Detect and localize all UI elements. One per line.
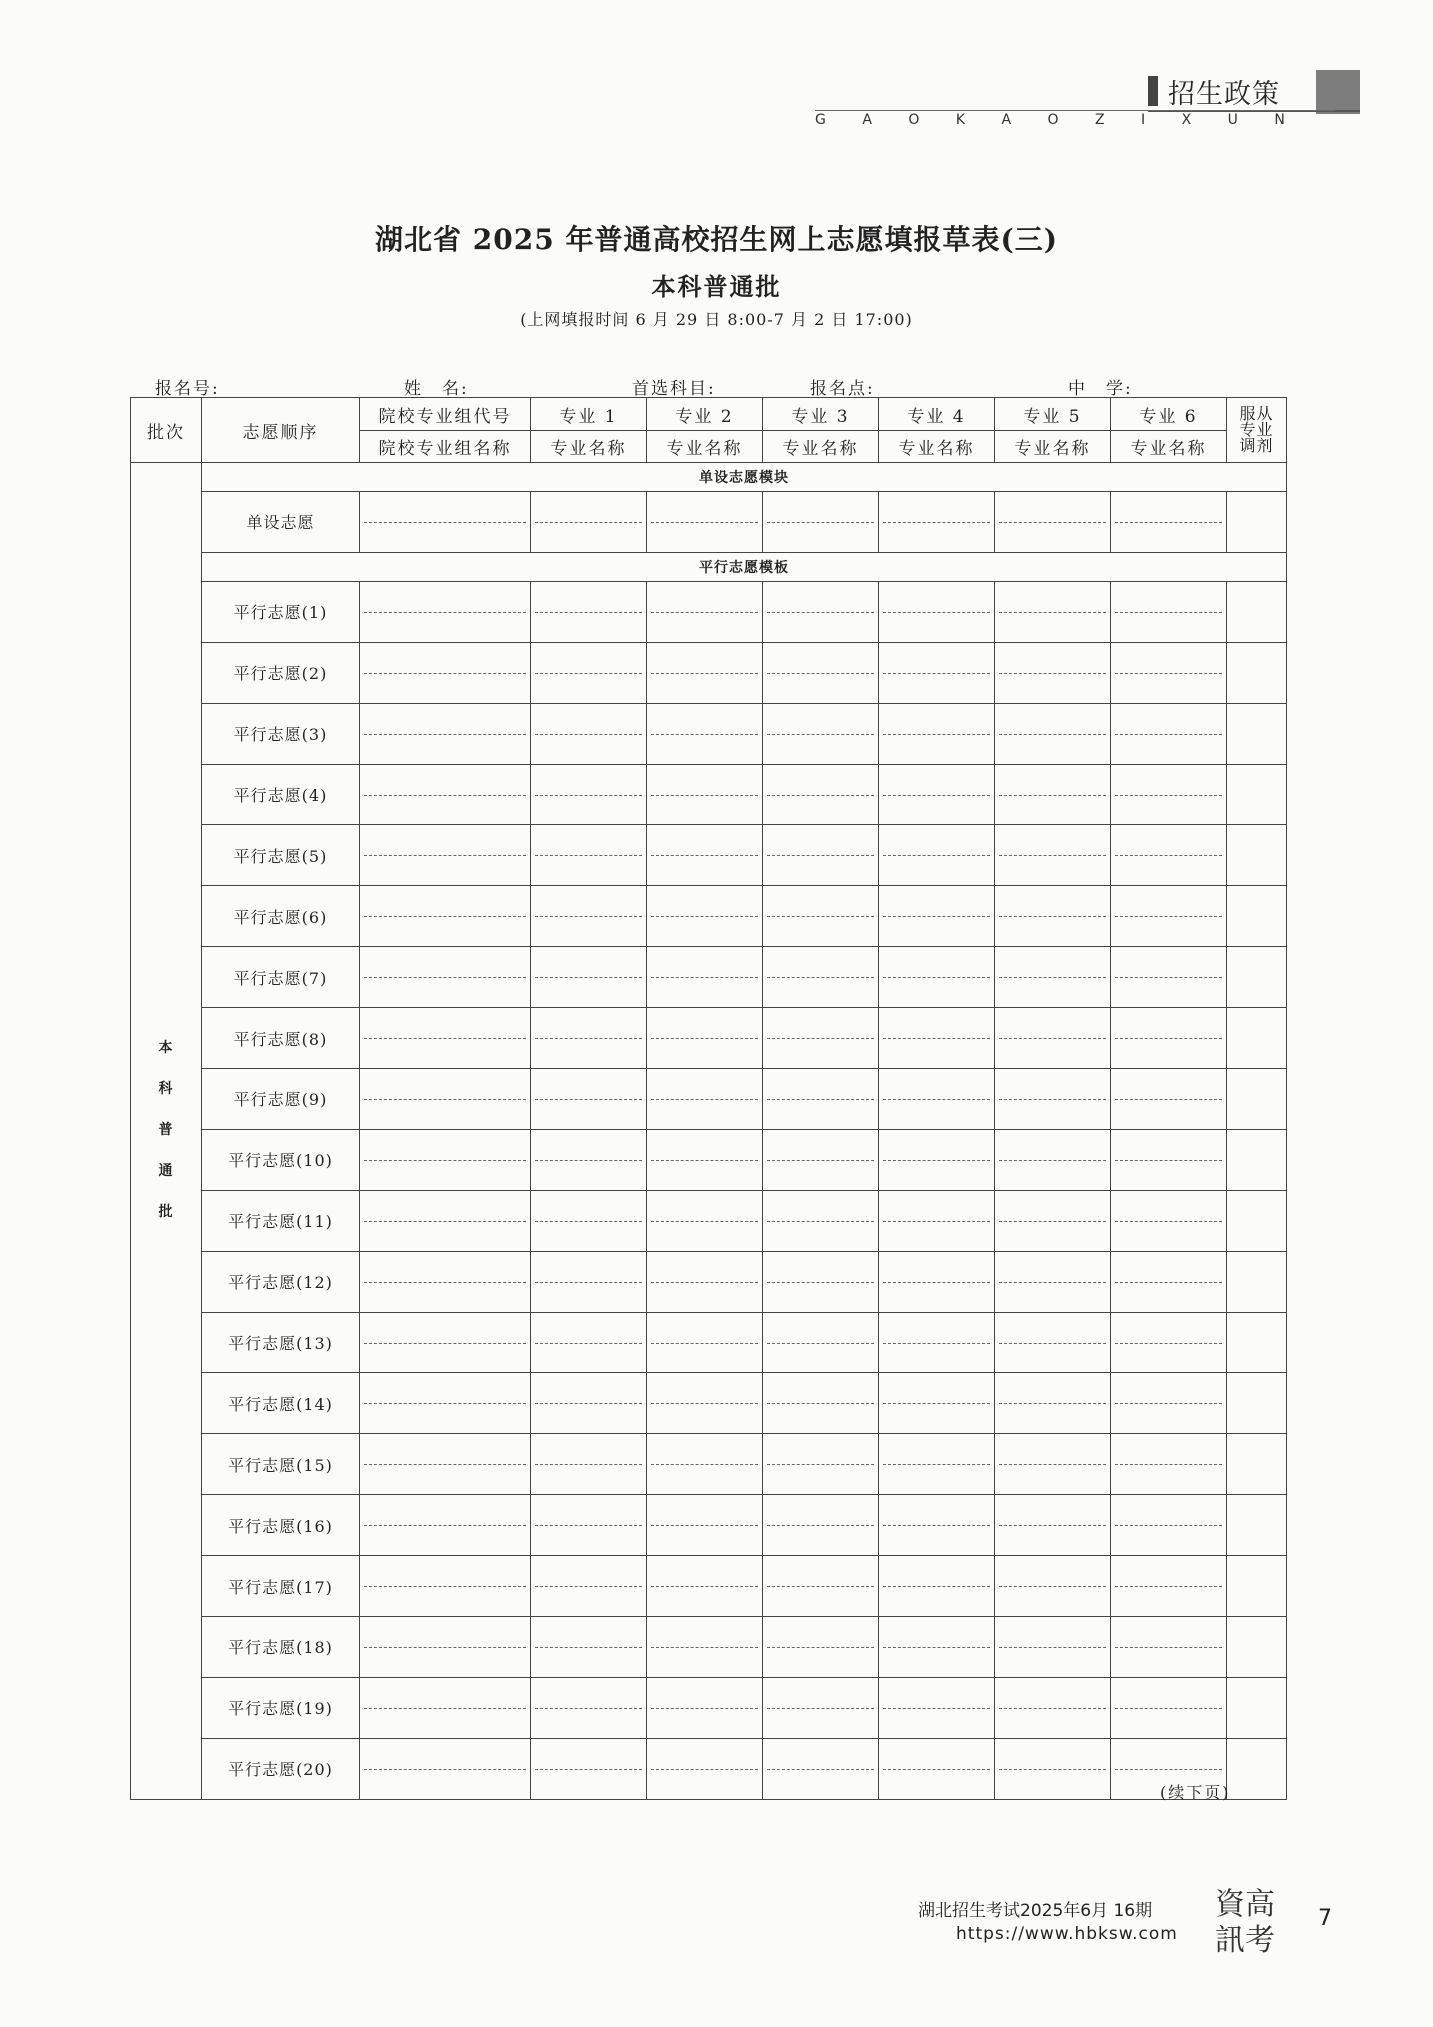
- adjust-line-2: 专业: [1239, 420, 1274, 439]
- name-label: 姓 名:: [404, 379, 469, 399]
- page-title: 湖北省 2025 年普通高校招生网上志愿填报草表(三): [375, 223, 1058, 256]
- major-3-cell[interactable]: [763, 703, 879, 764]
- major-5-cell[interactable]: [995, 825, 1111, 886]
- major-2-cell[interactable]: [647, 947, 763, 1008]
- parallel-choice-row: [131, 1190, 1287, 1251]
- adjust-cell[interactable]: [1227, 1617, 1287, 1678]
- major-1-header: 专业 1: [531, 398, 647, 431]
- major-1-cell[interactable]: [531, 1251, 647, 1312]
- row-label: 平行志愿(12): [202, 1251, 360, 1312]
- major-1-cell[interactable]: [531, 642, 647, 703]
- major-2-cell[interactable]: [647, 1738, 763, 1799]
- major-5-cell[interactable]: [995, 642, 1111, 703]
- batch-char: 通: [158, 1163, 174, 1180]
- major-2-cell[interactable]: [647, 825, 763, 886]
- publication-info: 湖北招生考试2025年6月 16期: [918, 1901, 1153, 1921]
- reg-point-label: 报名点:: [810, 379, 875, 399]
- section-tag: [1148, 70, 1358, 114]
- logo-glyphs-top: 資高: [1215, 1887, 1275, 1922]
- group-name-header: 院校专业组名称: [360, 430, 531, 463]
- major-5-cell[interactable]: [995, 764, 1111, 825]
- major-4-cell[interactable]: [879, 1434, 995, 1495]
- group-cell[interactable]: [360, 1495, 531, 1556]
- group-cell[interactable]: [360, 764, 531, 825]
- single-choice-row: [131, 492, 1287, 553]
- major-2-header: 专业 2: [647, 398, 763, 431]
- adjust-cell[interactable]: [1227, 1251, 1287, 1312]
- row-label: 平行志愿(18): [202, 1617, 360, 1678]
- school-label: 中 学:: [1068, 379, 1133, 399]
- adjustment-header: [1227, 398, 1287, 463]
- major-4-name-header: 专业名称: [879, 430, 995, 463]
- major-1-cell[interactable]: [531, 703, 647, 764]
- major-4-cell[interactable]: [879, 581, 995, 642]
- major-5-cell[interactable]: [995, 1129, 1111, 1190]
- adjust-cell[interactable]: [1227, 1069, 1287, 1130]
- major-1-cell[interactable]: [531, 825, 647, 886]
- spelled-letter: A: [862, 112, 872, 128]
- major-6-cell[interactable]: [1111, 825, 1227, 886]
- major-5-cell[interactable]: [995, 1312, 1111, 1373]
- group-cell[interactable]: [360, 492, 531, 553]
- major-1-cell[interactable]: [531, 1434, 647, 1495]
- major-5-header: 专业 5: [995, 398, 1111, 431]
- major-1-cell[interactable]: [531, 1129, 647, 1190]
- adjust-cell[interactable]: [1227, 703, 1287, 764]
- major-5-cell[interactable]: [995, 1738, 1111, 1799]
- batch-char: 普: [158, 1122, 174, 1139]
- spelled-header: [815, 112, 1285, 128]
- adjust-cell[interactable]: [1227, 1495, 1287, 1556]
- row-label: 平行志愿(2): [202, 642, 360, 703]
- major-1-cell[interactable]: [531, 947, 647, 1008]
- group-cell[interactable]: [360, 1312, 531, 1373]
- major-6-cell[interactable]: [1111, 1556, 1227, 1617]
- major-2-cell[interactable]: [647, 1312, 763, 1373]
- major-2-cell[interactable]: [647, 1617, 763, 1678]
- major-6-cell[interactable]: [1111, 581, 1227, 642]
- parallel-choice-row: [131, 1617, 1287, 1678]
- major-3-cell[interactable]: [763, 581, 879, 642]
- adjust-cell[interactable]: [1227, 764, 1287, 825]
- major-4-header: 专业 4: [879, 398, 995, 431]
- gaokao-zixun-logo: [1205, 1880, 1285, 1958]
- row-label: 平行志愿(11): [202, 1190, 360, 1251]
- major-1-cell[interactable]: [531, 1312, 647, 1373]
- parallel-choice-row: [131, 1129, 1287, 1190]
- major-4-cell[interactable]: [879, 1251, 995, 1312]
- row-label: 平行志愿(8): [202, 1008, 360, 1069]
- major-3-cell[interactable]: [763, 1312, 879, 1373]
- group-cell[interactable]: [360, 581, 531, 642]
- adjust-cell[interactable]: [1227, 1008, 1287, 1069]
- major-5-cell[interactable]: [995, 1556, 1111, 1617]
- page-number: 7: [1318, 1906, 1332, 1931]
- major-5-cell[interactable]: [995, 1251, 1111, 1312]
- group-code-header: 院校专业组代号: [360, 398, 531, 431]
- adjust-line-3: 调剂: [1239, 436, 1274, 455]
- row-label: 平行志愿(17): [202, 1556, 360, 1617]
- major-6-header: 专业 6: [1111, 398, 1227, 431]
- parallel-module-header: 平行志愿模板: [202, 552, 1287, 581]
- adjust-cell[interactable]: [1227, 886, 1287, 947]
- major-4-cell[interactable]: [879, 1495, 995, 1556]
- major-1-cell[interactable]: [531, 1677, 647, 1738]
- row-label: 平行志愿(9): [202, 1069, 360, 1130]
- major-3-header: 专业 3: [763, 398, 879, 431]
- batch-cell: [131, 463, 202, 1800]
- batch-char: 批: [158, 1204, 174, 1221]
- major-2-cell[interactable]: [647, 1556, 763, 1617]
- major-2-cell[interactable]: [647, 764, 763, 825]
- header-rule: [815, 110, 1335, 111]
- major-2-cell[interactable]: [647, 1373, 763, 1434]
- adjust-cell[interactable]: [1227, 1129, 1287, 1190]
- parallel-choice-row: [131, 1373, 1287, 1434]
- major-1-cell[interactable]: [531, 492, 647, 553]
- major-3-cell[interactable]: [763, 1677, 879, 1738]
- group-cell[interactable]: [360, 1556, 531, 1617]
- major-1-cell[interactable]: [531, 764, 647, 825]
- major-3-cell[interactable]: [763, 886, 879, 947]
- major-4-cell[interactable]: [879, 703, 995, 764]
- continued-note: (续下页): [1160, 1783, 1231, 1802]
- adjust-cell[interactable]: [1227, 642, 1287, 703]
- major-4-cell[interactable]: [879, 642, 995, 703]
- group-cell[interactable]: [360, 1738, 531, 1799]
- single-module-header: 单设志愿模块: [202, 463, 1287, 492]
- spelled-letter: N: [1274, 112, 1285, 128]
- adjust-cell[interactable]: [1227, 947, 1287, 1008]
- row-label: 平行志愿(6): [202, 886, 360, 947]
- major-3-cell[interactable]: [763, 1251, 879, 1312]
- major-3-cell[interactable]: [763, 1008, 879, 1069]
- row-label: 平行志愿(19): [202, 1677, 360, 1738]
- major-4-cell[interactable]: [879, 1373, 995, 1434]
- parallel-choice-row: [131, 947, 1287, 1008]
- major-2-cell[interactable]: [647, 1190, 763, 1251]
- group-cell[interactable]: [360, 1617, 531, 1678]
- major-3-cell[interactable]: [763, 1373, 879, 1434]
- parallel-choice-row: [131, 1556, 1287, 1617]
- major-2-cell[interactable]: [647, 1677, 763, 1738]
- spelled-letter: X: [1181, 112, 1192, 128]
- first-subject-label: 首选科目:: [632, 379, 716, 399]
- group-cell[interactable]: [360, 1008, 531, 1069]
- major-6-cell[interactable]: [1111, 703, 1227, 764]
- row-label: 平行志愿(7): [202, 947, 360, 1008]
- major-1-cell[interactable]: [531, 886, 647, 947]
- parallel-choice-row: [131, 1677, 1287, 1738]
- parallel-choice-row: [131, 886, 1287, 947]
- parallel-choice-row: [131, 1251, 1287, 1312]
- major-4-cell[interactable]: [879, 1069, 995, 1130]
- row-label: 平行志愿(3): [202, 703, 360, 764]
- major-2-cell[interactable]: [647, 581, 763, 642]
- major-6-cell[interactable]: [1111, 1129, 1227, 1190]
- major-2-name-header: 专业名称: [647, 430, 763, 463]
- adjust-cell[interactable]: [1227, 1556, 1287, 1617]
- major-1-cell[interactable]: [531, 1373, 647, 1434]
- major-6-cell[interactable]: [1111, 1495, 1227, 1556]
- parallel-choice-row: [131, 703, 1287, 764]
- major-3-cell[interactable]: [763, 947, 879, 1008]
- major-5-name-header: 专业名称: [995, 430, 1111, 463]
- major-1-cell[interactable]: [531, 1617, 647, 1678]
- group-cell[interactable]: [360, 703, 531, 764]
- row-label: 平行志愿(16): [202, 1495, 360, 1556]
- major-1-cell[interactable]: [531, 1738, 647, 1799]
- major-3-cell[interactable]: [763, 1129, 879, 1190]
- row-label: 平行志愿(4): [202, 764, 360, 825]
- row-label: 平行志愿(1): [202, 581, 360, 642]
- major-4-cell[interactable]: [879, 1312, 995, 1373]
- website-url: https://www.hbksw.com: [956, 1924, 1178, 1944]
- major-3-cell[interactable]: [763, 492, 879, 553]
- major-3-cell[interactable]: [763, 1556, 879, 1617]
- batch-char: 本: [158, 1040, 174, 1057]
- major-5-cell[interactable]: [995, 703, 1111, 764]
- group-cell[interactable]: [360, 1129, 531, 1190]
- spelled-letter: O: [908, 112, 920, 128]
- major-2-cell[interactable]: [647, 886, 763, 947]
- adjust-cell[interactable]: [1227, 1738, 1287, 1799]
- major-4-cell[interactable]: [879, 886, 995, 947]
- major-1-cell[interactable]: [531, 1495, 647, 1556]
- major-6-cell[interactable]: [1111, 1677, 1227, 1738]
- group-cell[interactable]: [360, 1251, 531, 1312]
- group-cell[interactable]: [360, 1373, 531, 1434]
- major-5-cell[interactable]: [995, 947, 1111, 1008]
- tag-block: [1316, 70, 1360, 114]
- major-5-cell[interactable]: [995, 1677, 1111, 1738]
- spelled-letter: U: [1227, 112, 1238, 128]
- major-3-cell[interactable]: [763, 1495, 879, 1556]
- parallel-choice-row: [131, 642, 1287, 703]
- major-4-cell[interactable]: [879, 1190, 995, 1251]
- major-5-cell[interactable]: [995, 581, 1111, 642]
- parallel-choice-row: [131, 1312, 1287, 1373]
- adjust-cell[interactable]: [1227, 1312, 1287, 1373]
- major-3-name-header: 专业名称: [763, 430, 879, 463]
- adjust-cell[interactable]: [1227, 581, 1287, 642]
- row-label: 单设志愿: [202, 492, 360, 553]
- spelled-letter: K: [955, 112, 966, 128]
- major-3-cell[interactable]: [763, 642, 879, 703]
- page-subtitle: 本科普通批: [651, 272, 782, 301]
- major-2-cell[interactable]: [647, 642, 763, 703]
- row-label: 平行志愿(5): [202, 825, 360, 886]
- spelled-letter: Z: [1094, 112, 1105, 128]
- group-cell[interactable]: [360, 886, 531, 947]
- major-6-cell[interactable]: [1111, 492, 1227, 553]
- spelled-letter: O: [1047, 112, 1059, 128]
- tag-marker: [1148, 76, 1158, 106]
- adjust-cell[interactable]: [1227, 825, 1287, 886]
- major-6-cell[interactable]: [1111, 642, 1227, 703]
- row-label: 平行志愿(20): [202, 1738, 360, 1799]
- major-4-cell[interactable]: [879, 1129, 995, 1190]
- group-cell[interactable]: [360, 1677, 531, 1738]
- parallel-choice-row: [131, 1008, 1287, 1069]
- major-1-name-header: 专业名称: [531, 430, 647, 463]
- filing-time: (上网填报时间 6 月 29 日 8:00-7 月 2 日 17:00): [520, 310, 913, 329]
- major-1-cell[interactable]: [531, 1008, 647, 1069]
- major-6-name-header: 专业名称: [1111, 430, 1227, 463]
- major-5-cell[interactable]: [995, 1373, 1111, 1434]
- major-5-cell[interactable]: [995, 886, 1111, 947]
- group-cell[interactable]: [360, 642, 531, 703]
- logo-glyphs-bottom: 訊考: [1215, 1923, 1275, 1958]
- group-cell[interactable]: [360, 1190, 531, 1251]
- major-6-cell[interactable]: [1111, 1617, 1227, 1678]
- reg-no-label: 报名号:: [155, 379, 220, 399]
- major-6-cell[interactable]: [1111, 947, 1227, 1008]
- major-3-cell[interactable]: [763, 1190, 879, 1251]
- major-4-cell[interactable]: [879, 947, 995, 1008]
- row-label: 平行志愿(15): [202, 1434, 360, 1495]
- parallel-choice-row: [131, 825, 1287, 886]
- major-4-cell[interactable]: [879, 1008, 995, 1069]
- major-2-cell[interactable]: [647, 1251, 763, 1312]
- group-cell[interactable]: [360, 825, 531, 886]
- adjust-line-1: 服从: [1239, 404, 1274, 423]
- major-4-cell[interactable]: [879, 492, 995, 553]
- spelled-letter: I: [1141, 112, 1146, 128]
- major-6-cell[interactable]: [1111, 1069, 1227, 1130]
- parallel-choice-row: [131, 1738, 1287, 1799]
- major-2-cell[interactable]: [647, 1434, 763, 1495]
- adjust-cell[interactable]: [1227, 1190, 1287, 1251]
- parallel-choice-row: [131, 1434, 1287, 1495]
- major-5-cell[interactable]: [995, 1434, 1111, 1495]
- group-cell[interactable]: [360, 1069, 531, 1130]
- major-2-cell[interactable]: [647, 703, 763, 764]
- row-label: 平行志愿(14): [202, 1373, 360, 1434]
- major-2-cell[interactable]: [647, 1495, 763, 1556]
- major-2-cell[interactable]: [647, 492, 763, 553]
- major-3-cell[interactable]: [763, 825, 879, 886]
- adjust-cell[interactable]: [1227, 1677, 1287, 1738]
- major-4-cell[interactable]: [879, 1556, 995, 1617]
- major-6-cell[interactable]: [1111, 764, 1227, 825]
- major-6-cell[interactable]: [1111, 1251, 1227, 1312]
- major-4-cell[interactable]: [879, 1738, 995, 1799]
- major-5-cell[interactable]: [995, 1617, 1111, 1678]
- adjust-cell[interactable]: [1227, 492, 1287, 553]
- major-6-cell[interactable]: [1111, 1312, 1227, 1373]
- adjust-cell[interactable]: [1227, 1373, 1287, 1434]
- major-2-cell[interactable]: [647, 1069, 763, 1130]
- major-5-cell[interactable]: [995, 1495, 1111, 1556]
- major-1-cell[interactable]: [531, 1190, 647, 1251]
- major-1-cell[interactable]: [531, 1069, 647, 1130]
- major-4-cell[interactable]: [879, 1617, 995, 1678]
- major-6-cell[interactable]: [1111, 1434, 1227, 1495]
- adjust-cell[interactable]: [1227, 1434, 1287, 1495]
- major-5-cell[interactable]: [995, 1069, 1111, 1130]
- major-4-cell[interactable]: [879, 825, 995, 886]
- application-form-table: [130, 397, 1287, 1800]
- batch-char: 科: [158, 1081, 174, 1098]
- spelled-letter: A: [1001, 112, 1012, 128]
- major-3-cell[interactable]: [763, 1617, 879, 1678]
- parallel-choice-row: [131, 581, 1287, 642]
- row-label: 平行志愿(10): [202, 1129, 360, 1190]
- major-1-cell[interactable]: [531, 1556, 647, 1617]
- major-3-cell[interactable]: [763, 1434, 879, 1495]
- major-2-cell[interactable]: [647, 1008, 763, 1069]
- parallel-choice-row: [131, 1069, 1287, 1130]
- major-6-cell[interactable]: [1111, 1373, 1227, 1434]
- group-cell[interactable]: [360, 947, 531, 1008]
- group-cell[interactable]: [360, 1434, 531, 1495]
- order-header: 志愿顺序: [202, 398, 360, 463]
- batch-header: 批次: [131, 398, 202, 463]
- major-5-cell[interactable]: [995, 1008, 1111, 1069]
- major-4-cell[interactable]: [879, 764, 995, 825]
- parallel-choice-row: [131, 1495, 1287, 1556]
- major-2-cell[interactable]: [647, 1129, 763, 1190]
- major-6-cell[interactable]: [1111, 886, 1227, 947]
- major-4-cell[interactable]: [879, 1677, 995, 1738]
- major-6-cell[interactable]: [1111, 1190, 1227, 1251]
- parallel-choice-row: [131, 764, 1287, 825]
- major-1-cell[interactable]: [531, 581, 647, 642]
- major-3-cell[interactable]: [763, 1738, 879, 1799]
- spelled-letter: G: [815, 112, 826, 128]
- row-label: 平行志愿(13): [202, 1312, 360, 1373]
- major-5-cell[interactable]: [995, 492, 1111, 553]
- major-6-cell[interactable]: [1111, 1008, 1227, 1069]
- major-5-cell[interactable]: [995, 1190, 1111, 1251]
- section-tag-label: 招生政策: [1168, 79, 1280, 110]
- major-3-cell[interactable]: [763, 1069, 879, 1130]
- major-3-cell[interactable]: [763, 764, 879, 825]
